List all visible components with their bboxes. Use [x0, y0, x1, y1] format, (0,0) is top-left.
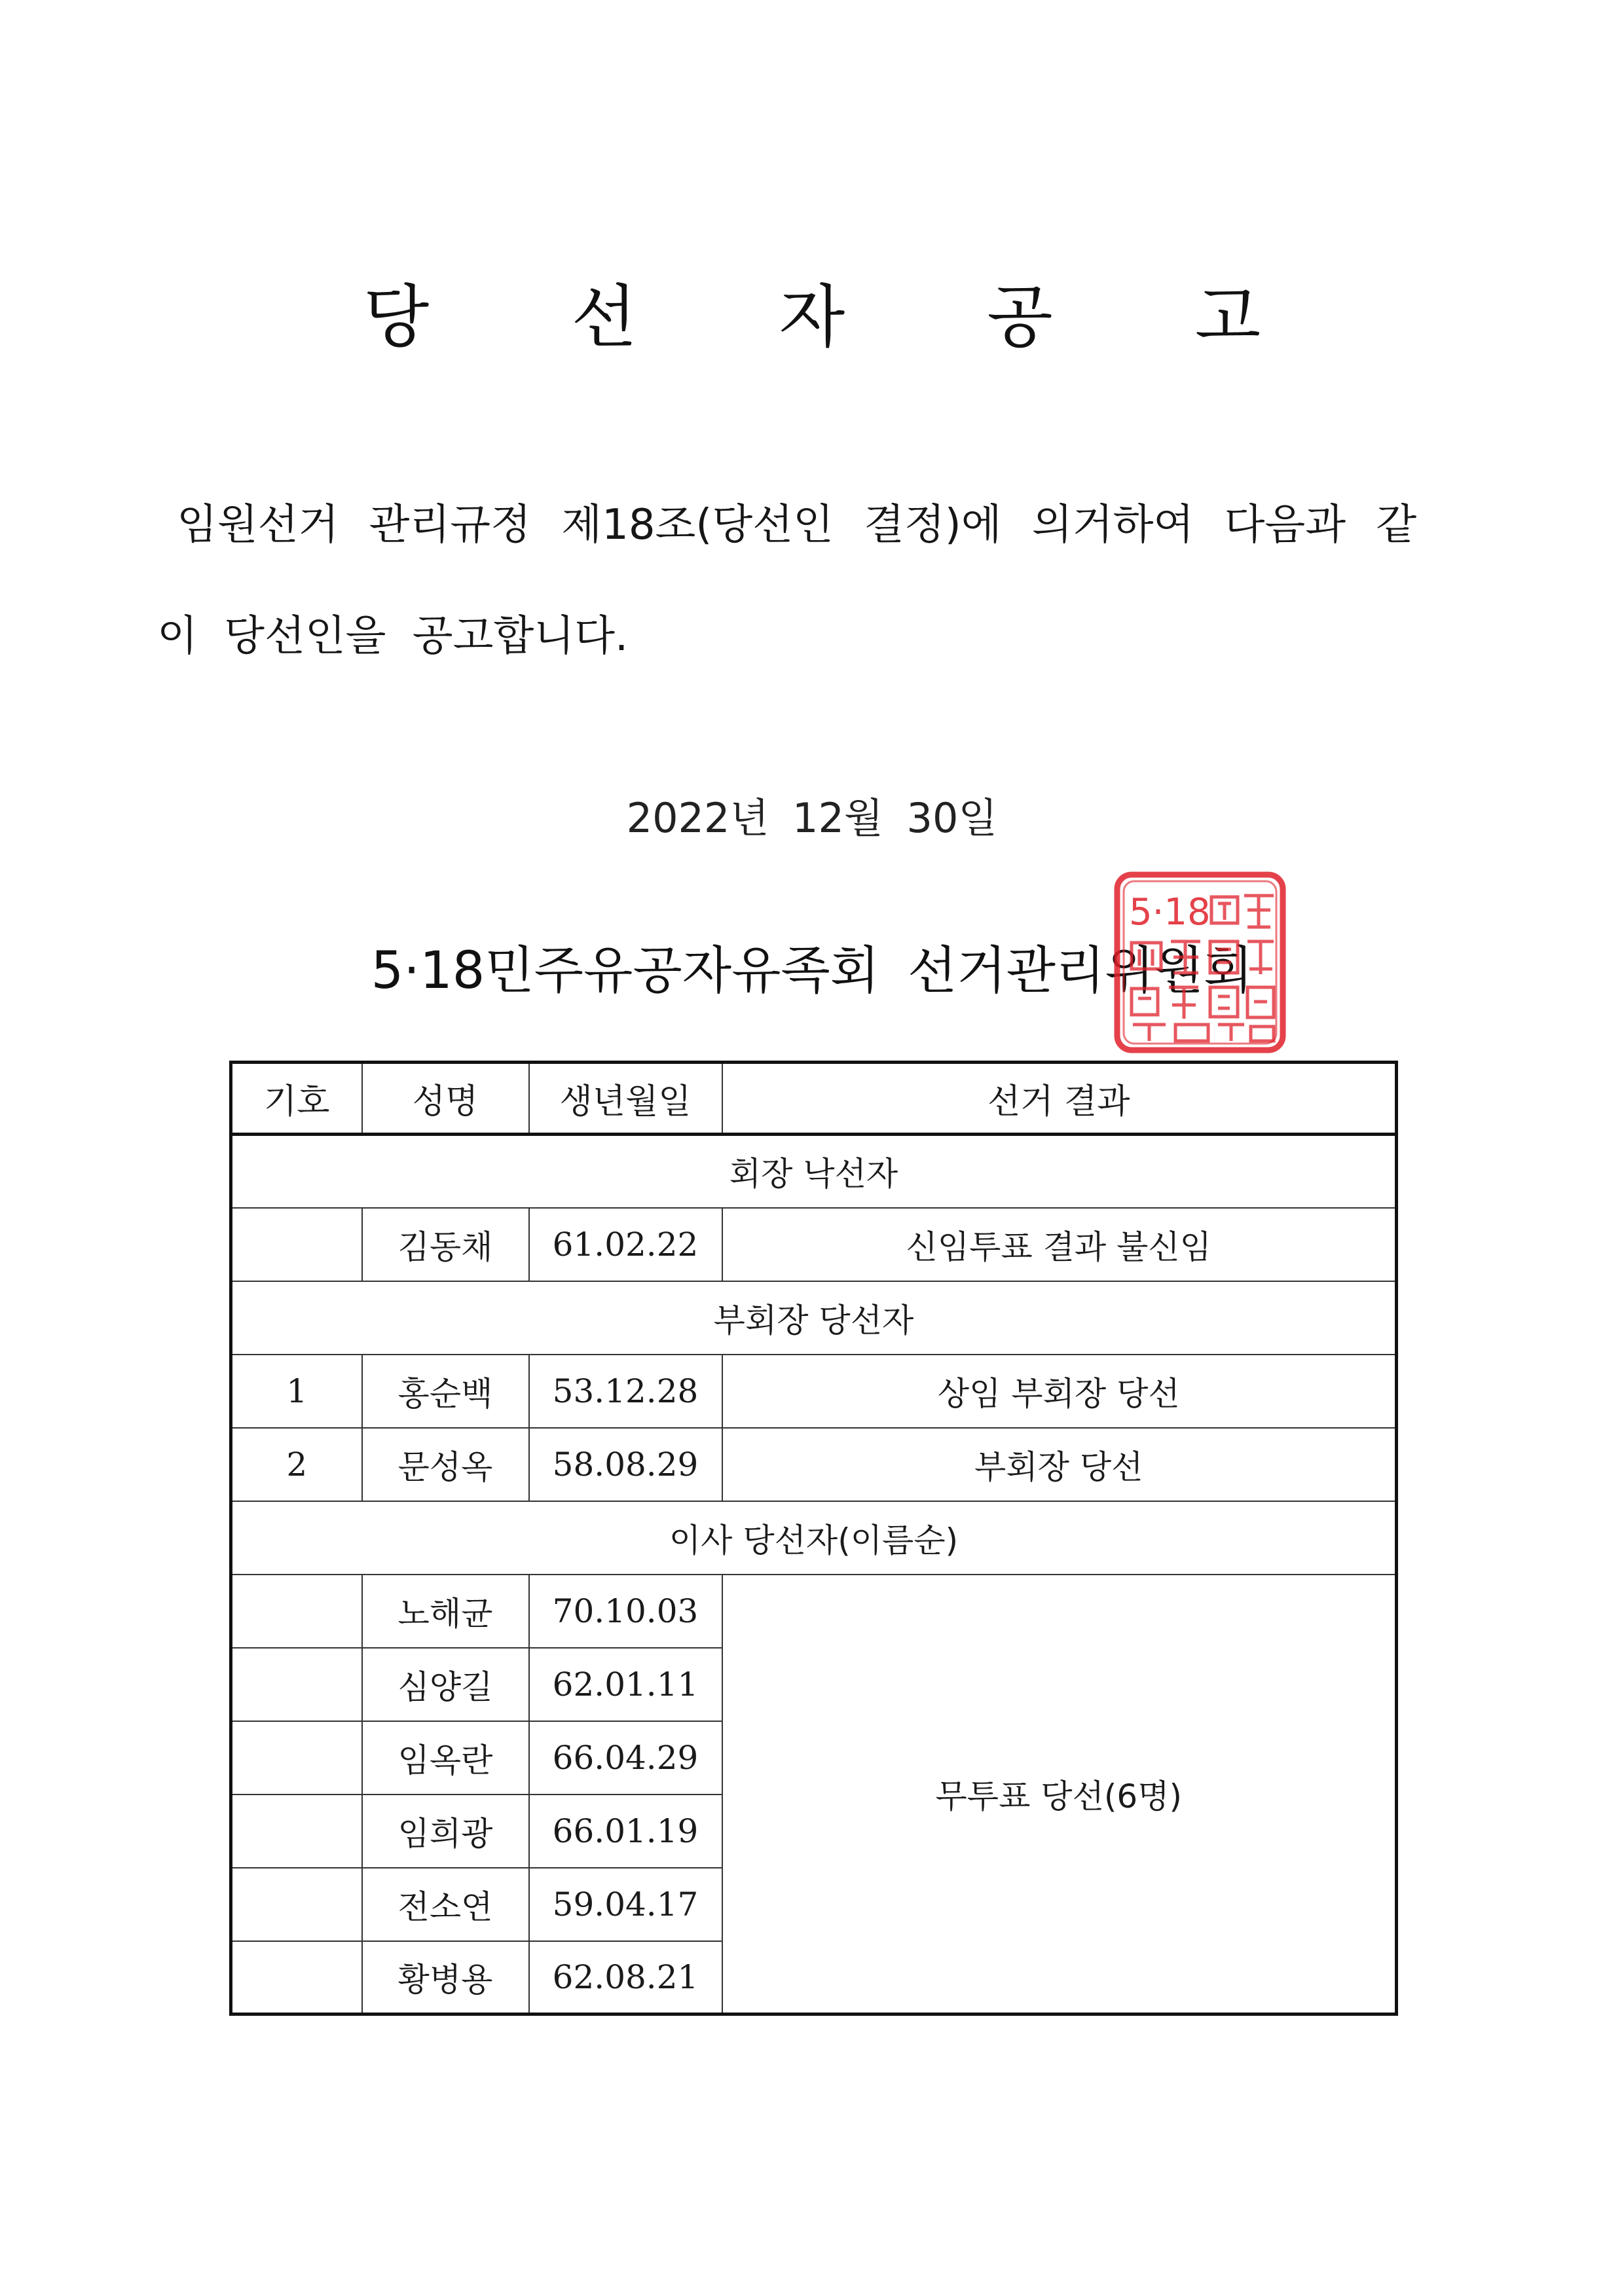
cell-number: [231, 1721, 362, 1795]
cell-name: 임희광: [362, 1795, 529, 1868]
cell-number: [231, 1648, 362, 1721]
cell-birthdate: 70.10.03: [529, 1575, 722, 1648]
cell-birthdate: 66.01.19: [529, 1795, 722, 1868]
cell-result: 상임 부회장 당선: [722, 1355, 1397, 1428]
cell-birthdate: 62.08.21: [529, 1941, 722, 2014]
cell-birthdate: 66.04.29: [529, 1721, 722, 1795]
cell-name: 김동채: [362, 1208, 529, 1281]
cell-number: [231, 1575, 362, 1648]
table-row: [231, 1355, 1397, 1428]
table-row: [231, 1428, 1397, 1501]
section-row: [231, 1135, 1397, 1208]
election-results-table: [229, 1061, 1398, 2016]
cell-result: 부회장 당선: [722, 1428, 1397, 1501]
cell-birthdate: 61.02.22: [529, 1208, 722, 1281]
cell-name: 전소연: [362, 1868, 529, 1941]
cell-number: 2: [231, 1428, 362, 1501]
header-result: 선거 결과: [722, 1063, 1397, 1135]
cell-name: 노해균: [362, 1575, 529, 1648]
announcement-line-2: 이 당선인을 공고합니다.: [157, 612, 629, 661]
official-seal-stamp: [1113, 871, 1287, 1054]
cell-number: [231, 1208, 362, 1281]
header-birthdate: 생년월일: [529, 1063, 722, 1135]
cell-birthdate: 58.08.29: [529, 1428, 722, 1501]
cell-name: 홍순백: [362, 1355, 529, 1428]
section-title-directors-elected: 이사 당선자(이름순): [231, 1501, 1397, 1575]
table-row: [231, 1208, 1397, 1281]
header-name: 성명: [362, 1063, 529, 1135]
section-row: [231, 1501, 1397, 1575]
cell-name: 임옥란: [362, 1721, 529, 1795]
cell-birthdate: 59.04.17: [529, 1868, 722, 1941]
cell-result: 신임투표 결과 불신임: [722, 1208, 1397, 1281]
table-row: [231, 1575, 1397, 1648]
cell-name: 심양길: [362, 1648, 529, 1721]
cell-name: 황병용: [362, 1941, 529, 2014]
announcement-date: 2022년 12월 30일: [626, 794, 998, 842]
cell-birthdate: 53.12.28: [529, 1355, 722, 1428]
section-row: [231, 1281, 1397, 1355]
cell-number: [231, 1868, 362, 1941]
page-title: 당 선 자 공 고: [363, 277, 1321, 357]
section-title-vice-president-elected: 부회장 당선자: [231, 1281, 1397, 1355]
svg-text:5·18: 5·18: [1129, 891, 1211, 934]
cell-result-merged: 무투표 당선(6명): [722, 1575, 1397, 2014]
cell-number: 1: [231, 1355, 362, 1428]
cell-name: 문성옥: [362, 1428, 529, 1501]
announcement-line-1: 임원선거 관리규정 제18조(당선인 결정)에 의거하여 다음과 같: [177, 501, 1417, 549]
cell-number: [231, 1795, 362, 1868]
cell-birthdate: 62.01.11: [529, 1648, 722, 1721]
table-header-row: [231, 1063, 1397, 1135]
cell-number: [231, 1941, 362, 2014]
section-title-president-defeated: 회장 낙선자: [231, 1135, 1397, 1208]
organization-name: 5·18민주유공자유족회 선거관리위원회: [371, 941, 1253, 1000]
header-number: 기호: [231, 1063, 362, 1135]
